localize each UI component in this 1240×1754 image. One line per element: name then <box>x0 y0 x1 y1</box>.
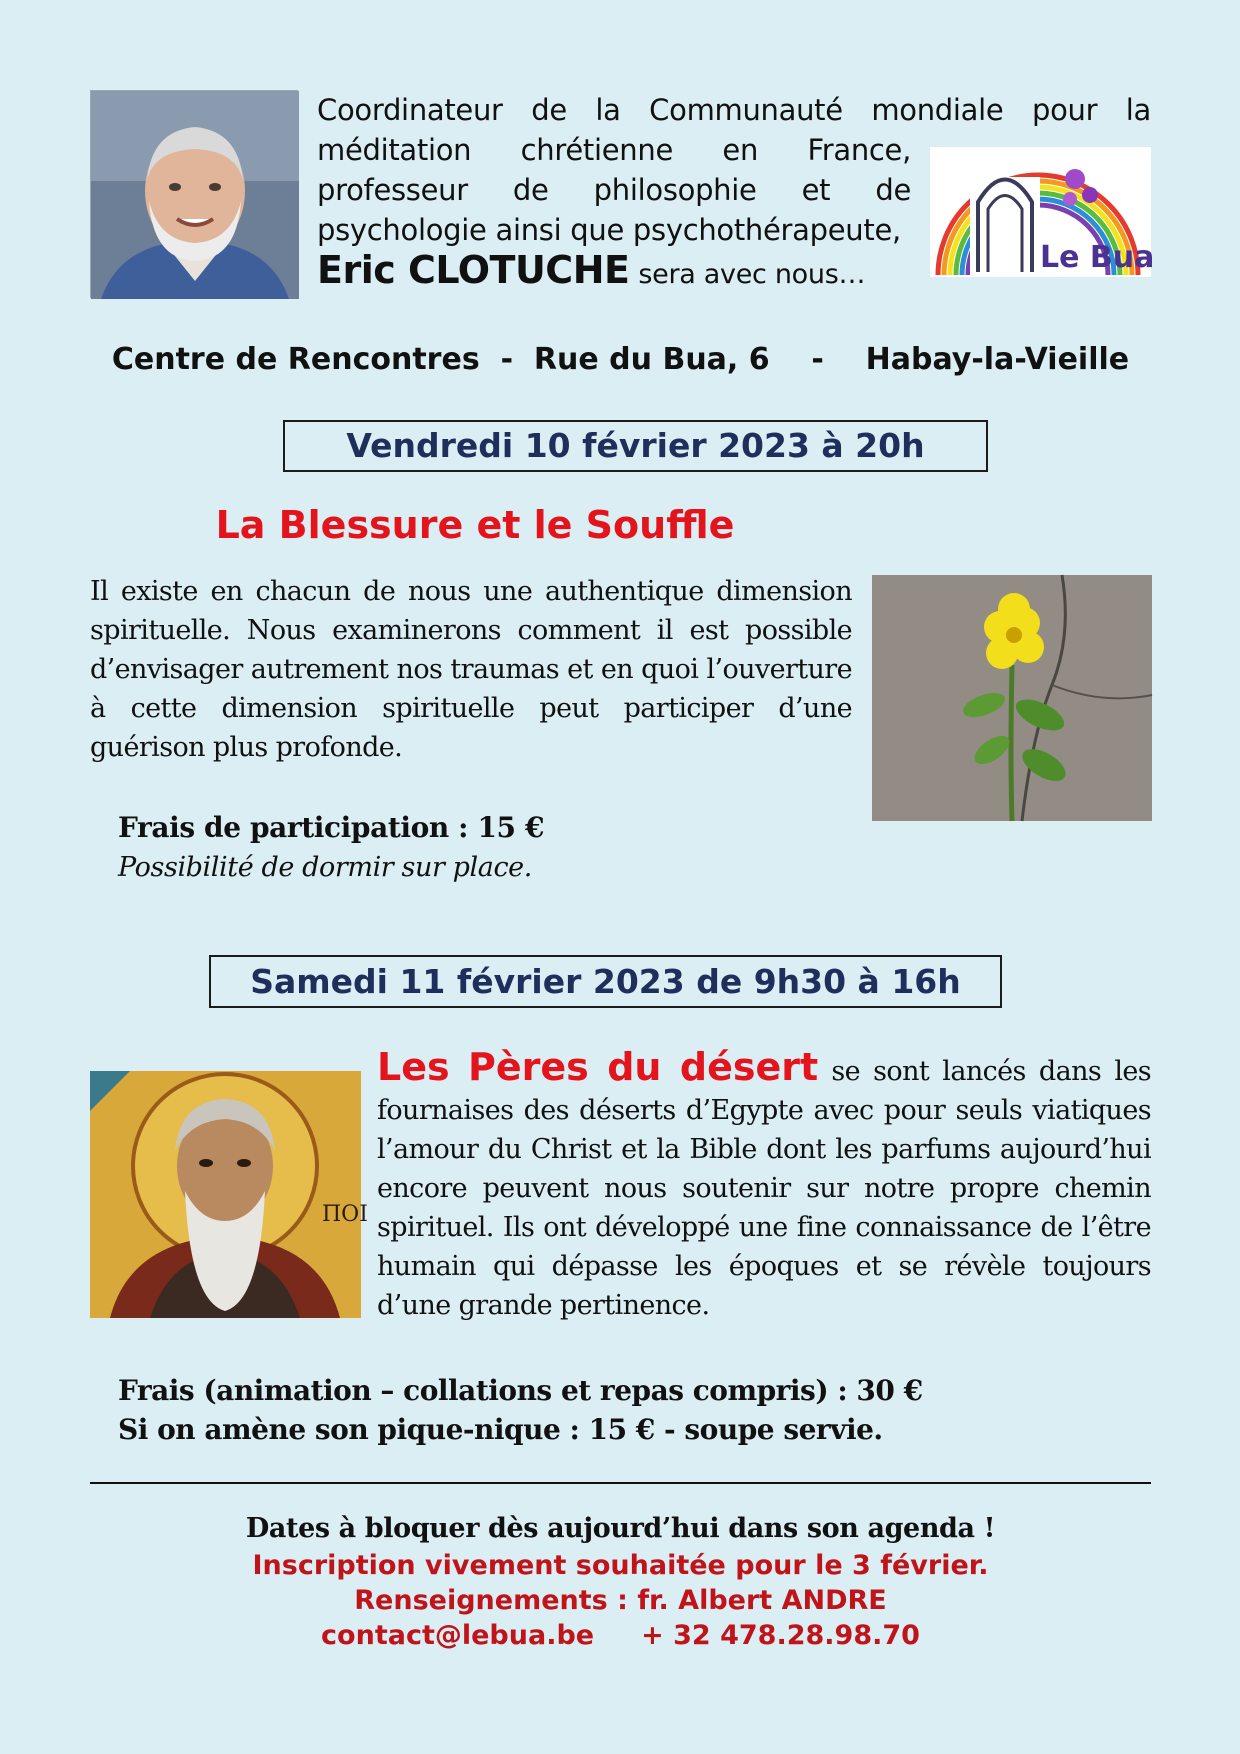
intro-line-4: psychologie ainsi que psychothérapeute, <box>317 213 901 247</box>
saturday-title: Les Pères du désert <box>377 1045 819 1089</box>
desert-father-icon-image <box>90 1071 368 1318</box>
footer-info: Renseignements : fr. Albert ANDRE <box>354 1585 887 1616</box>
contact-email[interactable]: contact@lebua.be <box>321 1620 595 1651</box>
intro-line-1: Coordinateur de la Communauté mondiale pour la <box>317 93 1151 127</box>
friday-description: Il existe en chacun de nous une authentique dimension spirituelle. Nous examinerons comment il est possible d’envisager autrement nos traumas et en quoi l’ouverture à cette dimension spirituelle peut participer d’une guérison plus profonde. <box>90 576 852 763</box>
saturday-fee: Frais (animation – collations et repas compris) : 30 € <box>118 1374 923 1407</box>
friday-fee: Frais de participation : 15 € <box>118 811 545 844</box>
saturday-description: se sont lancés dans les fournaises des déserts d’Egypte avec pour seuls viatiques l’amour du Christ et la Bible dont les parfums aujourd’hui encore peuvent nous soutenir sur notre propre chemin spirituel. Ils ont développé une fine connaissance de l’être humain qui dépasse les époques et se révèle toujours d’une grande pertinence. <box>377 1056 1152 1321</box>
intro-line-2: méditation chrétienne en France, <box>317 133 911 167</box>
footer-dates-line: Dates à bloquer dès aujourd’hui dans son agenda ! <box>245 1513 996 1544</box>
intro-line-3: professeur de philosophie et de <box>317 173 911 207</box>
icon-inscription: ΠΟΙ <box>322 1202 368 1227</box>
speaker-portrait-illustration <box>91 91 299 299</box>
saturday-date-box: Samedi 11 février 2023 de 9h30 à 16h <box>209 955 1002 1008</box>
logo-text: Le Bua <box>1040 240 1155 275</box>
logo-graphic <box>930 147 1155 277</box>
le-bua-logo <box>930 147 1155 277</box>
saturday-description-block <box>377 1045 1152 1325</box>
venue-separator-1: - <box>500 342 514 377</box>
venue-address <box>90 340 1151 380</box>
saturday-picnic-fee: Si on amène son pique-nique : 15 € - soupe servie. <box>118 1413 883 1446</box>
friday-date-box: Vendredi 10 février 2023 à 20h <box>283 420 988 472</box>
footer <box>90 1510 1151 1653</box>
divider-line <box>90 1482 1151 1484</box>
speaker-photo <box>90 90 298 298</box>
contact-phone[interactable]: + 32 478.28.98.70 <box>641 1620 920 1651</box>
friday-title: La Blessure et le Souffle <box>215 503 735 547</box>
speaker-after-text: sera avec nous… <box>638 259 866 290</box>
friday-note: Possibilité de dormir sur place. <box>118 852 532 883</box>
venue-street: Rue du Bua, 6 <box>533 342 770 377</box>
flower-photo <box>872 575 1152 821</box>
saturday-fees <box>118 1371 1118 1449</box>
footer-contact <box>90 1618 1151 1653</box>
saint-icon-illustration <box>90 1071 368 1318</box>
venue-separator-2: - <box>811 342 824 377</box>
flower-illustration <box>872 575 1152 821</box>
venue-town: Habay-la-Vieille <box>865 342 1130 377</box>
speaker-name: Eric CLOTUCHE <box>317 248 630 292</box>
intro-line-5 <box>317 250 911 295</box>
venue-place: Centre de Rencontres <box>111 342 480 377</box>
footer-registration: Inscription vivement souhaitée pour le 3 février. <box>252 1550 989 1581</box>
